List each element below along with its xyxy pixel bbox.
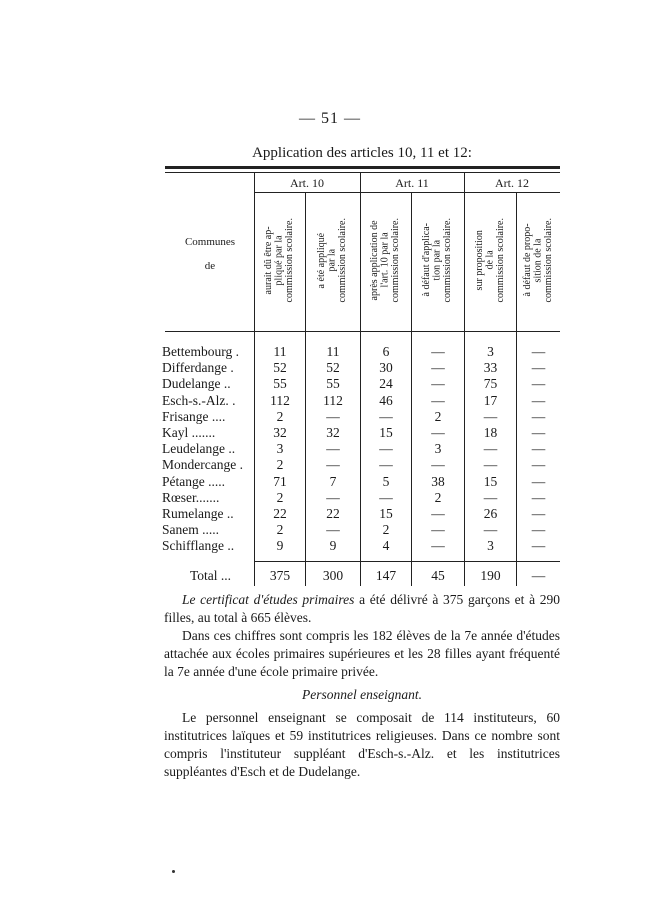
table-cell: — (531, 522, 546, 538)
table-cell: 18 (483, 425, 498, 440)
row-header-line: de (204, 260, 216, 272)
table-top-rule-thin (165, 172, 560, 173)
table-cell: — (379, 441, 393, 457)
table-cell: — (531, 506, 546, 521)
table-cell: — (531, 376, 546, 392)
commune-name: Rumelange .. (162, 506, 234, 521)
section-heading: Personnel enseignant. (302, 687, 422, 702)
table-cell: — (379, 457, 393, 473)
table-cell: 3 (276, 441, 284, 457)
commune-name: Dudelange .. (162, 376, 231, 392)
table-cell: — (431, 344, 445, 359)
table-cell: 15 (379, 425, 393, 440)
table-cell: 38 (431, 473, 445, 489)
table-cell: 24 (379, 376, 393, 392)
commune-name: Bettembourg . (162, 344, 239, 359)
table-title: Application des articles 10, 11 et 12: (252, 145, 472, 161)
table-cell: — (531, 473, 546, 489)
table-cell: — (379, 489, 393, 505)
table-cell: 26 (483, 506, 498, 521)
commune-name: Frisange .... (162, 408, 226, 424)
table-cell: — (531, 344, 546, 359)
paragraph-text: a été délivré à 375 garçons et à 290 filles, au total à 665 élèves. (164, 592, 560, 625)
column-header (517, 192, 560, 328)
column-header (255, 192, 305, 328)
table-cell: — (431, 506, 445, 521)
table-cell: — (431, 425, 445, 440)
total-cell: 300 (322, 568, 344, 583)
table-row (160, 360, 560, 376)
ink-speck (172, 870, 175, 873)
table-row (160, 506, 560, 522)
table-row (160, 425, 560, 441)
commune-name: Rœser....... (162, 489, 220, 505)
table-row (160, 376, 560, 392)
table-cell: — (431, 538, 445, 554)
table-cell: — (531, 489, 546, 505)
table-cell: 71 (273, 473, 287, 489)
table-cell: 33 (483, 360, 498, 376)
table-cell: 17 (483, 392, 498, 408)
header-bottom-rule (165, 331, 560, 332)
table-top-rule (165, 166, 560, 169)
table-cell: — (483, 408, 498, 424)
total-cell: — (531, 568, 546, 583)
commune-name: Kayl ....... (162, 425, 216, 440)
column-header (306, 192, 360, 328)
table-cell: — (483, 522, 498, 538)
table-cell: 2 (276, 489, 284, 505)
table-cell: 15 (379, 506, 393, 521)
table-row (160, 441, 560, 457)
table-cell: — (431, 457, 445, 473)
table-cell: 30 (379, 360, 393, 376)
table-row (160, 393, 560, 409)
table-cell: — (326, 457, 340, 473)
paragraph-text: Le personnel enseignant se composait de 114 instituteurs, 60 institutrices laïques et 59 institutrices religieuses. Dans ce nombre sont compris l'instituteur suppléant d'Esch-s.-Alz. et les institutrices suppléantes d'Esch et de Dudelange. (164, 710, 560, 779)
table-row (160, 409, 560, 425)
column-header (465, 192, 516, 328)
total-rule (254, 561, 560, 562)
table-cell: 11 (326, 344, 340, 359)
table-cell: 2 (276, 457, 284, 473)
table-cell: — (531, 538, 546, 554)
column-header-text: a été appliqué par la commission scolaire. (316, 217, 349, 303)
table-cell: 7 (329, 473, 337, 489)
table-cell: 112 (323, 392, 343, 408)
table-cell: 32 (273, 425, 287, 440)
table-cell: 3 (487, 344, 494, 359)
table-cell: 52 (273, 360, 287, 376)
column-header-text: aurait dû être ap- pliqué par la commission scolaire. (263, 217, 296, 303)
column-header-text: après application de l'art. 10 par la commission scolaire. (369, 217, 402, 303)
total-row (160, 567, 560, 584)
table-cell: 46 (379, 392, 393, 408)
table-cell: 22 (326, 506, 340, 521)
table-cell: 112 (270, 392, 290, 408)
table-cell: 3 (434, 441, 442, 457)
table-cell: — (483, 489, 498, 505)
table-cell: 2 (434, 408, 442, 424)
group-art-11: Art. 11 (395, 176, 429, 190)
table-cell: — (431, 522, 445, 538)
table-cell: — (531, 408, 546, 424)
table-cell: — (431, 392, 445, 408)
group-art-10: Art. 10 (290, 176, 324, 190)
table-cell: 15 (483, 473, 498, 489)
table-cell: — (483, 441, 498, 457)
column-header (412, 192, 464, 328)
table-cell: 4 (382, 538, 390, 554)
table-cell: — (326, 489, 340, 505)
table-cell: 5 (382, 473, 390, 489)
table-cell: — (531, 360, 546, 376)
column-header-text: à défaut d'applica- tion par la commission scolaire. (421, 217, 454, 303)
page-number: — 51 — (299, 110, 361, 127)
paragraph-text: Dans ces chiffres sont compris les 182 élèves de la 7e année d'études attachée aux écoles primaires supérieures et les 28 filles ayant fréquenté la 7e année d'une école primaire privée. (164, 628, 560, 679)
total-cell: 147 (375, 568, 397, 583)
table-cell: — (326, 408, 340, 424)
commune-name: Mondercange . (162, 457, 243, 473)
commune-name: Esch-s.-Alz. . (162, 392, 236, 408)
table-cell: — (531, 441, 546, 457)
total-cell: 190 (480, 568, 501, 583)
total-label: Total ... (190, 568, 232, 583)
table-cell: — (326, 441, 340, 457)
table-cell: — (431, 360, 445, 376)
table-cell: — (431, 376, 445, 392)
table-row (160, 474, 560, 490)
column-header (361, 192, 411, 328)
table-cell: 55 (326, 376, 340, 392)
row-header (166, 230, 254, 278)
table-cell: 2 (382, 522, 390, 538)
table-cell: — (531, 425, 546, 440)
table-row (160, 457, 560, 473)
commune-name: Differdange . (162, 360, 234, 376)
paragraph-personnel (164, 709, 560, 781)
table-cell: 22 (273, 506, 287, 521)
table-row (160, 344, 560, 360)
table-cell: 11 (273, 344, 287, 359)
table-cell: — (531, 392, 546, 408)
commune-name: Leudelange .. (162, 441, 236, 457)
table-cell: 55 (273, 376, 287, 392)
commune-name: Sanem ..... (162, 522, 219, 538)
paragraph-chiffres (164, 627, 560, 681)
table-cell: 32 (326, 425, 340, 440)
table-row (160, 538, 560, 554)
table-cell: 2 (276, 522, 284, 538)
table-cell: 3 (487, 538, 494, 554)
table-cell: — (531, 457, 546, 473)
column-header-text: à défaut de propo- sition de la commission scolaire. (521, 217, 554, 303)
column-header-text: sur proposition de la commission scolaire. (473, 217, 506, 303)
table-cell: 9 (276, 538, 284, 554)
table-cell: 75 (483, 376, 498, 392)
paragraph-certificat (164, 591, 560, 627)
table-row (160, 522, 560, 538)
group-art-12: Art. 12 (495, 176, 529, 190)
table-cell: 52 (326, 360, 340, 376)
table-row (160, 490, 560, 506)
table-cell: 2 (434, 489, 442, 505)
row-header-line: Communes (184, 236, 236, 248)
table-cell: — (326, 522, 340, 538)
commune-name: Schifflange .. (162, 538, 235, 554)
commune-name: Pétange ..... (162, 473, 225, 489)
total-cell: 45 (431, 568, 445, 583)
table-cell: — (483, 457, 498, 473)
table-cell: 2 (276, 408, 284, 424)
table-cell: 9 (329, 538, 337, 554)
table-cell: — (379, 408, 393, 424)
table-cell: 6 (382, 344, 390, 359)
total-cell: 375 (269, 568, 291, 583)
italic-lead: Le certificat d'études primaires (182, 592, 355, 607)
